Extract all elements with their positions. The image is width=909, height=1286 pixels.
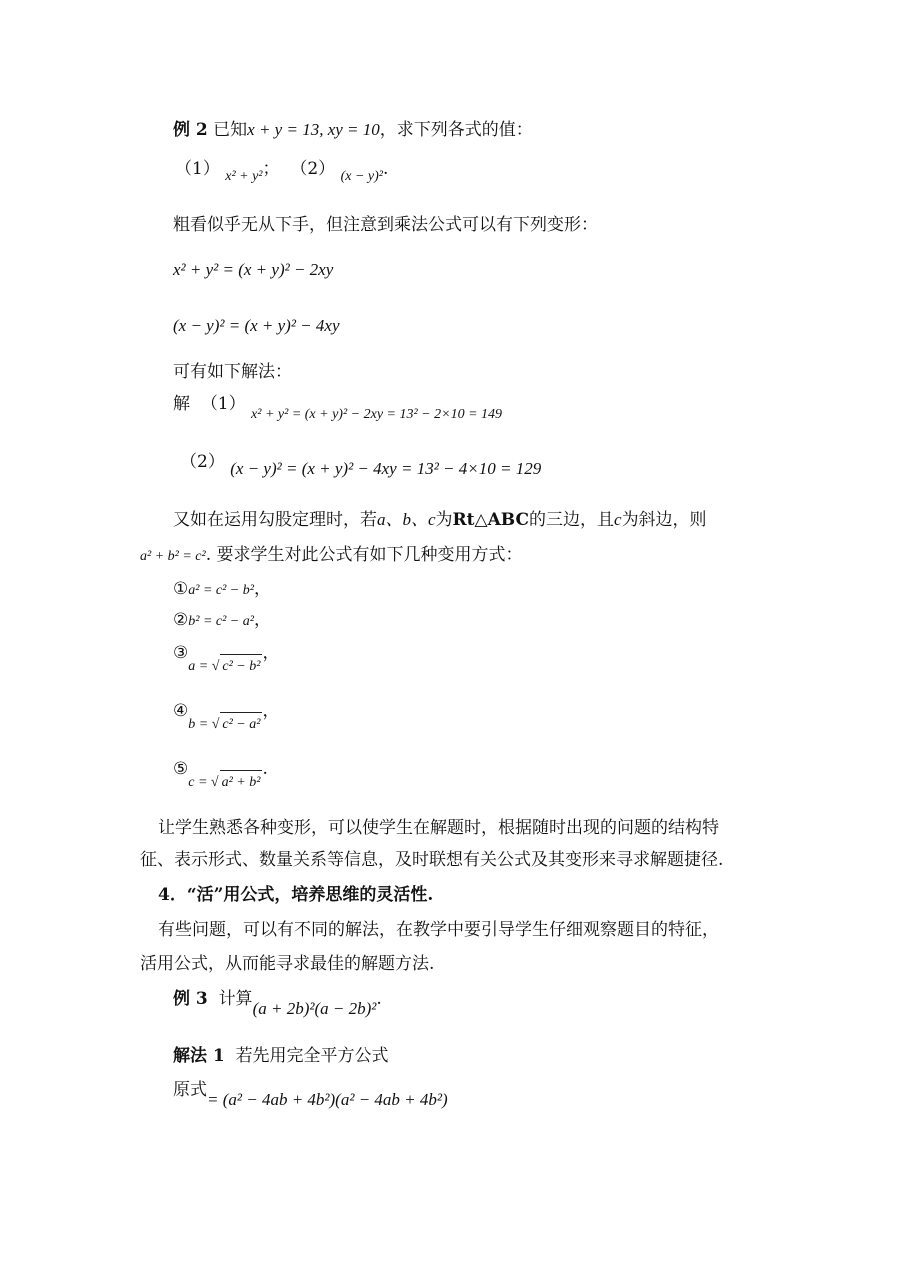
solution-part1 [173,392,503,422]
variant-5: $⑤_{c = √ a^2 + b^2}$. [173,757,268,783]
pythag-formula: a² + b² = c² [140,549,206,564]
solution-part2 [180,450,542,478]
variant-4-marker: ④ [173,701,189,721]
given-math: x + y = 13, xy = 10 [247,120,380,139]
pythag-text-a: 又如在运用勾股定理时，若 [173,510,377,530]
example2-label: 例 2 [173,120,208,140]
paragraph-1-line-2: 征、表示形式、数量关系等信息，及时联想有关公式及其变形来寻求解题捷径. [140,850,724,870]
pythag-line1 [173,508,707,532]
pythag-hyp-var: c [614,510,622,529]
variant-2-comma: ， [253,610,271,630]
method1-label: 解法 1 [173,1046,225,1066]
q1-label: （1） [175,159,220,179]
hint-text: 粗看似乎无从下手，但注意到乘法公式可以有下列变形： [173,215,598,235]
example2-statement [173,118,533,142]
variant-4-lhs: b = [188,717,212,732]
variant-4-radicand: c² − a² [220,712,262,737]
example3-label: 例 3 [173,989,208,1009]
variant-1-comma: ， [253,579,271,599]
original-label: 原式 [173,1080,207,1100]
variant-3-comma: ， [262,643,280,663]
variant-2 [173,608,271,634]
variant-3-lhs: a = [188,659,212,674]
formula-2: (x − y)² = (x + y)² − 4xy [173,316,340,335]
q1-sep: ； [262,159,280,179]
variant-1-math: a² = c² − b² [188,583,254,598]
variant-4-comma: ， [262,701,280,721]
pythag-text-c: 的三边，且 [529,510,615,530]
variant-5-radicand: a² + b² [220,770,263,795]
original-expression [173,1078,448,1109]
solution-p2-label: （2） [180,452,225,472]
solution-intro: 可有如下解法： [173,362,292,382]
solution-p1-math: x² + y² = (x + y)² − 2xy = 13² − 2×10 = 149 [251,407,503,422]
example3-statement [173,987,382,1018]
variant-5-lhs: c = [188,775,211,790]
q2-end: . [382,159,389,179]
example3-end: . [376,989,382,1009]
pythag-text-e: . 要求学生对此公式有如下几种变用方式： [205,545,523,565]
variant-1-marker: ① [173,579,189,599]
given-suffix: ，求下列各式的值： [379,120,533,140]
paragraph-2-line-2: 活用公式，从而能寻求最佳的解题方法. [140,954,435,974]
original-math: = (a² − 4ab + 4b²)(a² − 4ab + 4b²) [207,1090,448,1109]
formula-1: x² + y² = (x + y)² − 2xy [173,260,334,279]
given-prefix: 已知 [213,120,248,140]
q2-math: (x − y)² [340,169,383,184]
variant-5-marker: ⑤ [173,759,189,779]
solution-p2-math: (x − y)² = (x + y)² − 4xy = 13² − 4×10 = 129 [230,459,542,478]
example2-questions [175,157,388,183]
variant-3-marker: ③ [173,643,189,663]
paragraph-1-line-1: 让学生熟悉各种变形，可以使学生在解题时，根据随时出现的问题的结构特 [158,818,719,838]
variant-3: $③_{a = √ c^2 - b^2}$， [173,641,279,667]
variant-5-period: . [262,759,268,779]
q2-label: （2） [290,159,336,179]
method1-line [173,1044,389,1068]
pythag-text-d: 为斜边，则 [621,510,707,530]
solution-p1-label: （1） [200,394,246,414]
example3-math: (a + 2b)²(a − 2b)² [252,999,377,1018]
variant-4: $④_{b = √ c^2 - a^2}$， [173,699,279,725]
solution-label: 解 [173,394,190,414]
pythag-line2 [140,543,523,569]
variant-3-radicand: c² − b² [220,654,262,679]
variant-2-marker: ② [173,610,189,630]
pythag-text-b: 为 [435,510,453,530]
section-4-heading: 4．“活”用公式，培养思维的灵活性. [158,885,434,905]
pythag-vars: a、b、c [377,510,436,529]
q1-math: x² + y² [225,169,263,184]
pythag-triangle: Rt△ABC [452,510,530,530]
example3-text: 计算 [218,989,253,1009]
variant-1 [173,577,271,603]
variant-2-math: b² = c² − a² [188,614,254,629]
paragraph-2-line-1: 有些问题，可以有不同的解法，在教学中要引导学生仔细观察题目的特征， [158,920,719,940]
method1-text: 若先用完全平方公式 [235,1046,389,1066]
